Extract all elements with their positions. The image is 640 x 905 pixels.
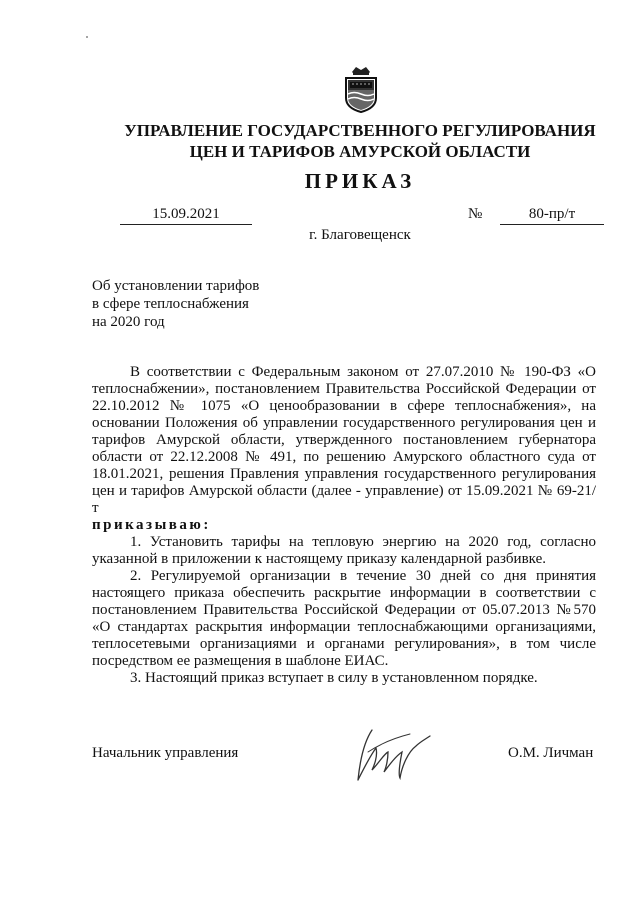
order-item: 3. Настоящий приказ вступает в силу в установленном порядке. [130, 670, 538, 686]
coat-of-arms-icon [342, 64, 380, 114]
order-item: 2. Регулируемой организации в течение 30 дней со дня принятия настоящего приказа обеспечить раскрытие информации в соответствии с постановлением Правительства Российской Федерации от 05.07.2013 №570 «О стандартах раскрытия информации теплоснабжающими организациями, теплосетевыми организациями и органами регулирования», в том числе посредством ее размещения в шаблоне ЕИАС. [92, 568, 596, 669]
order-number: 80-пр/т [500, 206, 604, 225]
city: г. Благовещенск [309, 227, 411, 243]
scan-speck [86, 36, 88, 38]
document-type-title: ПРИКАЗ [304, 169, 416, 193]
signatory-position: Начальник управления [92, 745, 239, 761]
number-sign: № [468, 206, 483, 222]
subject-line: на 2020 год [92, 314, 165, 330]
organization-name-line1: УПРАВЛЕНИЕ ГОСУДАРСТВЕННОГО РЕГУЛИРОВАНИЯ [124, 121, 596, 140]
organization-name-line2: ЦЕН И ТАРИФОВ АМУРСКОЙ ОБЛАСТИ [189, 142, 531, 161]
subject-line: в сфере теплоснабжения [92, 296, 249, 312]
order-body [92, 364, 596, 687]
subject-line: Об установлении тарифов [92, 278, 260, 294]
order-item: 1. Установить тарифы на тепловую энергию на 2020 год, согласно указанной в приложении к настоящему приказу календарной разбивке. [92, 534, 596, 567]
order-subject [92, 277, 259, 331]
order-word: приказываю: [92, 517, 211, 533]
preamble-paragraph: В соответствии с Федеральным законом от 27.07.2010 № 190-ФЗ «О теплоснабжении», постановлением Правительства Российской Федерации от 22.10.2012 № 1075 «О ценообразовании в сфере теплоснабжения», на основании Положения об управлении государственного регулирования цен и тарифов Амурской области, утвержденного постановлением губернатора области от 22.12.2008 № 491, по решению Амурского областного суда от 18.01.2021, решения Правления управления государственного регулирования цен и тарифов Амурской области (далее - управление) от 15.09.2021 № 69-21/т [92, 364, 596, 516]
handwritten-signature-icon [350, 722, 440, 792]
order-date: 15.09.2021 [120, 206, 252, 225]
signatory-name: О.М. Личман [508, 745, 594, 761]
